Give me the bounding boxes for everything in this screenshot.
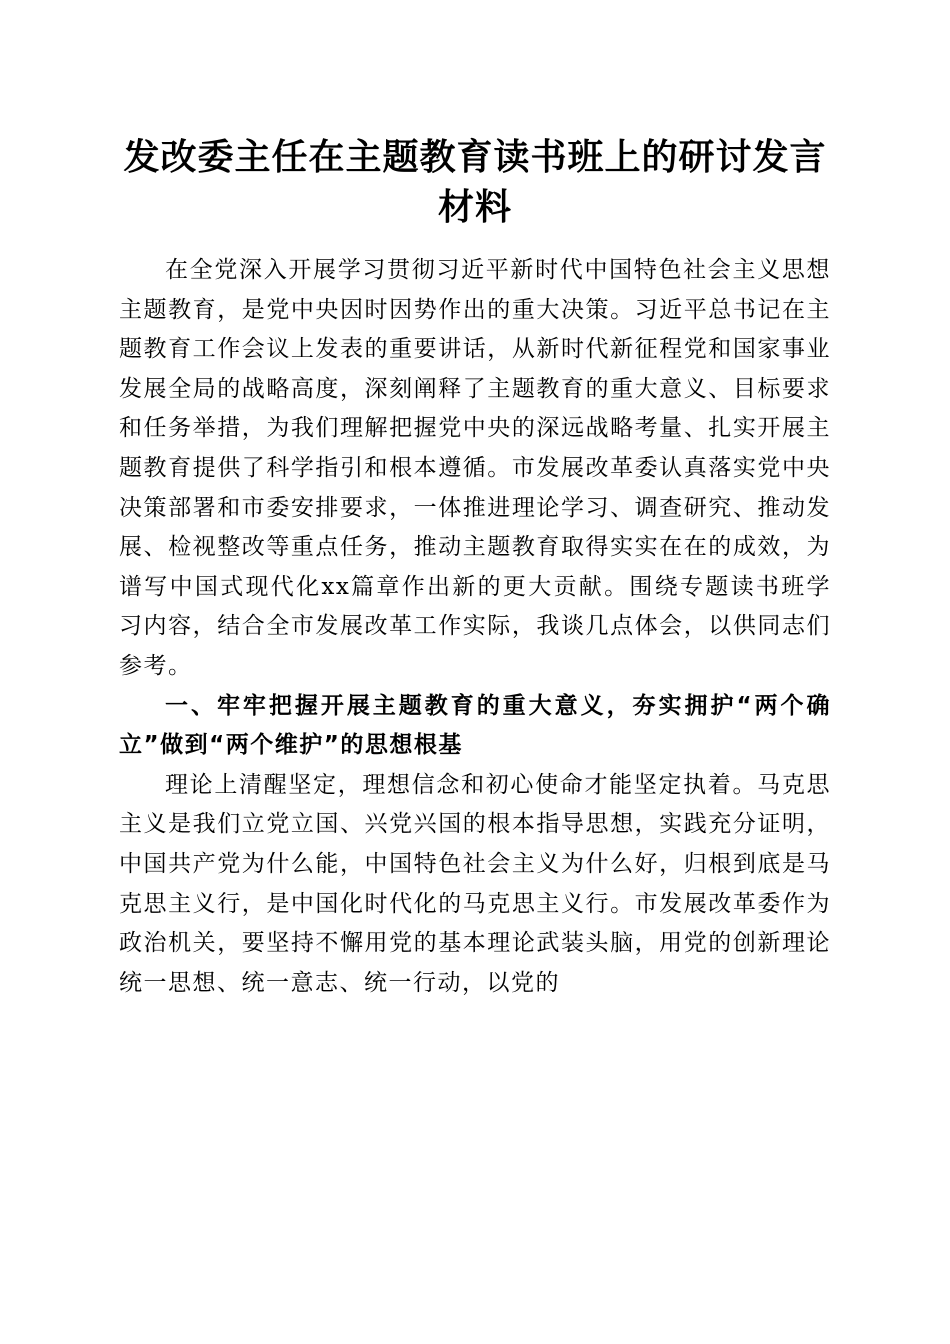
section-1-paragraph: 理论上清醒坚定，理想信念和初心使命才能坚定执着。马克思主义是我们立党立国、兴党兴国的根本指导思想，实践充分证明，中国共产党为什么能，中国特色社会主义为什么好，归根到底是马克思主义行，是中国化时代化的马克思主义行。市发展改革委作为政治机关，要坚持不懈用党的基本理论武装头脑，用党的创新理论统一思想、统一意志、统一行动，以党的 [119, 771, 831, 996]
document-body [119, 251, 831, 1003]
document-title: 发改委主任在主题教育读书班上的研讨发言材料 [123, 136, 827, 228]
intro-paragraph: 在全党深入开展学习贯彻习近平新时代中国特色社会主义思想主题教育，是党中央因时因势作出的重大决策。习近平总书记在主题教育工作会议上发表的重要讲话，从新时代新征程党和国家事业发展全局的战略高度，深刻阐释了主题教育的重大意义、目标要求和任务举措，为我们理解把握党中央的深远战略考量、扎实开展主题教育提供了科学指引和根本遵循。市发展改革委认真落实党中央决策部署和市委安排要求，一体推进理论学习、调查研究、推动发展、检视整改等重点任务，推动主题教育取得实实在在的成效，为谱写中国式现代化xx篇章作出新的更大贡献。围绕专题读书班学习内容，结合全市发展改革工作实际，我谈几点体会，以供同志们参考。 [119, 257, 831, 679]
section-heading-1: 一、牢牢把握开展主题教育的重大意义，夯实拥护“两个确立”做到“两个维护”的思想根基 [119, 692, 831, 759]
